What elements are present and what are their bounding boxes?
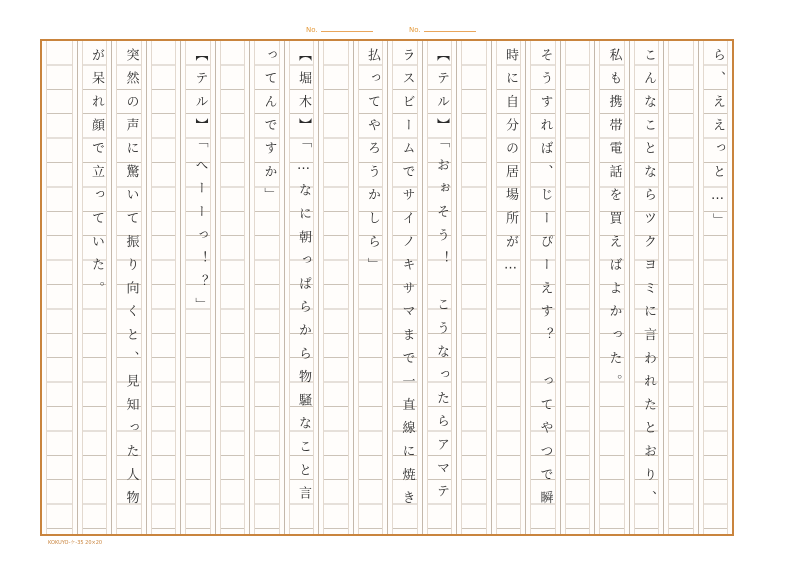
manuscript-column [663, 41, 698, 534]
column-grid [668, 41, 694, 534]
column-text: ってんですか」 [261, 48, 277, 212]
column-grid [634, 41, 660, 534]
column-text: が呆れ顔で立っていた。 [89, 48, 104, 305]
manuscript-column [318, 41, 353, 534]
column-text: 払ってやろうかしら」 [365, 48, 380, 281]
column-grid [427, 41, 453, 534]
column-grid [703, 41, 729, 534]
column-text: 【テル】「おぉそう！ こうなったらアマテ [434, 48, 449, 508]
column-text: 私も携帯電話を買えばよかった。 [606, 48, 622, 398]
manuscript-column [146, 41, 181, 534]
column-text: そうすれば、じーぴーえす？ ってやつで瞬 [537, 48, 553, 514]
column-text: こんなことならツクヨミに言われたとおり、 [641, 48, 656, 514]
column-grid [323, 41, 349, 534]
column-text: 【テル】「へーーっ！？」 [192, 48, 208, 322]
paper-maker-label: KOKUYO-ケ-35 20×20 [48, 540, 103, 546]
column-grid [46, 41, 73, 534]
manuscript-column [387, 41, 422, 534]
manuscript-column [525, 41, 560, 534]
column-text: ら、ええっと…」 [710, 48, 725, 237]
column-text: 突然の声に驚いて振り向くと、見知った人物 [123, 48, 139, 514]
page-number-label: No. [306, 26, 318, 34]
column-text: 時に自分の居場所が… [503, 48, 518, 283]
column-grid [116, 41, 142, 534]
manuscript-column [456, 41, 491, 534]
manuscript-column [422, 41, 457, 534]
manuscript-column [249, 41, 284, 534]
column-grid [358, 41, 384, 534]
column-grid [461, 41, 487, 534]
column-grid [530, 41, 556, 534]
page-number-label: No. [409, 26, 421, 34]
column-grid [599, 41, 625, 534]
manuscript-column [491, 41, 526, 534]
manuscript-sheet [40, 39, 734, 536]
column-grid [185, 41, 211, 534]
column-grid [496, 41, 522, 534]
manuscript-column [215, 41, 250, 534]
column-grid [565, 41, 591, 534]
manuscript-column [111, 41, 146, 534]
page-number-right [409, 26, 476, 34]
manuscript-column [42, 41, 77, 534]
column-grid [392, 41, 418, 534]
column-grid [82, 41, 108, 534]
column-text: ラスビームでサイノキサマまで一直線に焼き [399, 48, 415, 514]
manuscript-column [180, 41, 215, 534]
manuscript-column [77, 41, 112, 534]
manuscript-column [284, 41, 319, 534]
column-grid [151, 41, 177, 534]
manuscript-column [629, 41, 664, 534]
manuscript-column [353, 41, 388, 534]
column-grid [220, 41, 246, 534]
page-number-left [306, 26, 373, 34]
manuscript-column [698, 41, 733, 534]
column-text: 【堀木】「…なに朝っぱらから物騒なこと言 [296, 48, 311, 510]
manuscript-column [560, 41, 595, 534]
manuscript-column [594, 41, 629, 534]
column-grid [289, 41, 315, 534]
column-grid [254, 41, 280, 534]
